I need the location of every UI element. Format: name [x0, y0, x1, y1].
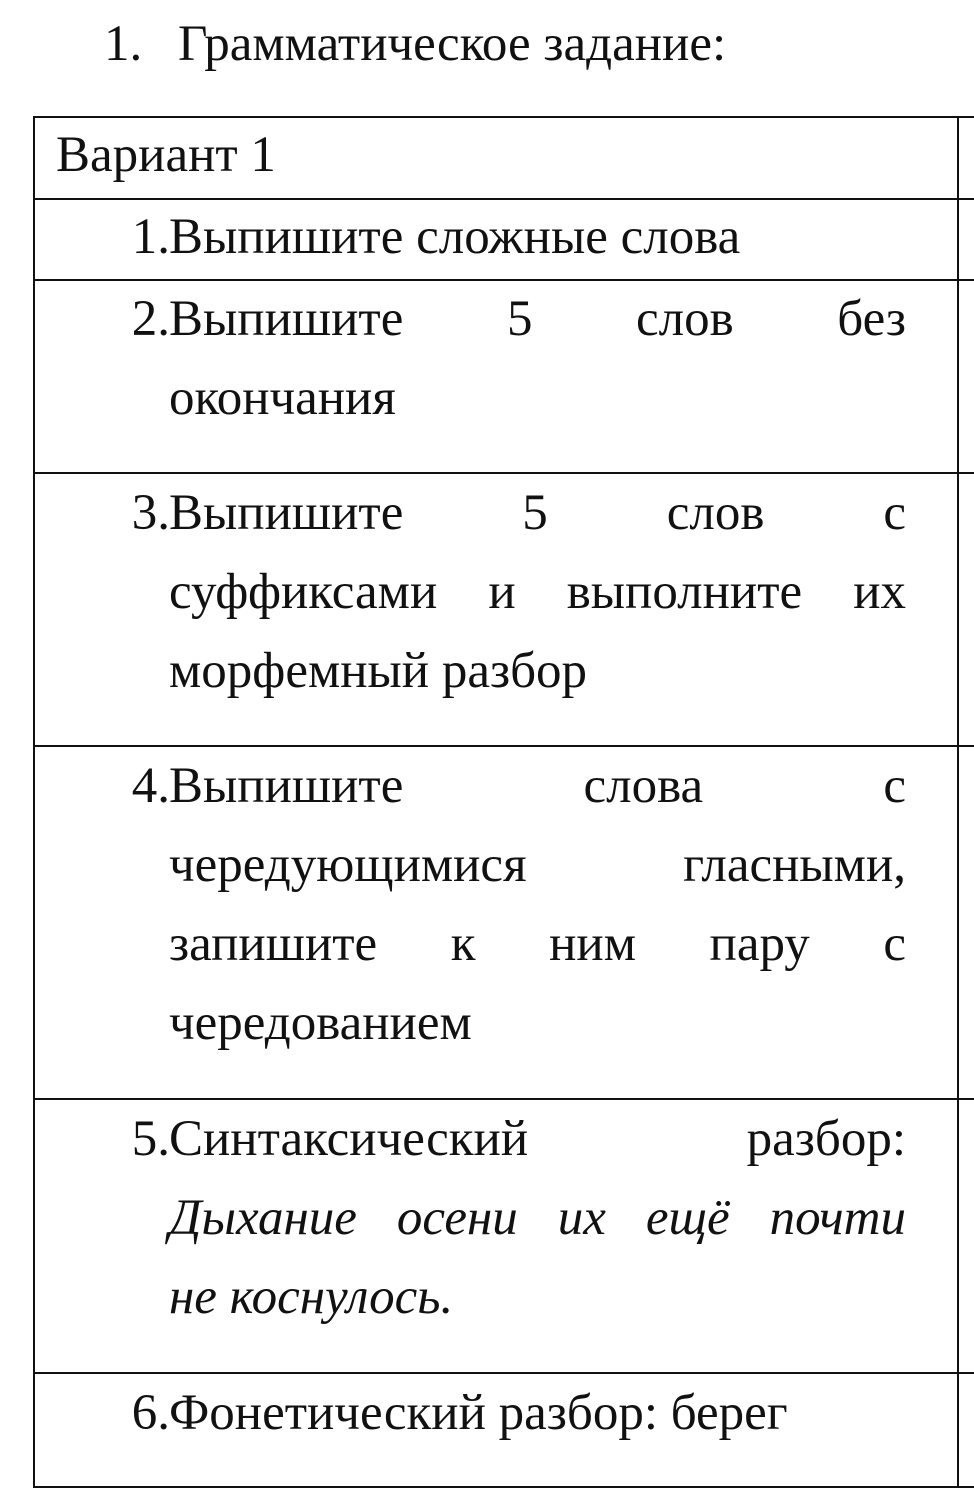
page-heading [104, 14, 726, 74]
task-1-line: Выпишите сложные слова [169, 209, 741, 265]
task-5-line: не коснулось. [169, 1269, 454, 1325]
task-6-number: 6. [131, 1385, 170, 1441]
task-6-text [169, 1374, 906, 1453]
task-4-line: запишите к ним пару с [169, 916, 906, 972]
table-border-left [33, 116, 35, 1488]
task-2-number: 2. [131, 291, 170, 347]
task-6-line: Фонетический разбор: берег [169, 1385, 788, 1441]
task-5-text [169, 1100, 906, 1337]
task-1-text [169, 198, 906, 277]
task-1-number: 1. [131, 209, 170, 265]
task-4-line: Выпишите слова с [169, 758, 906, 814]
task-2-text [169, 280, 906, 438]
task-3-number: 3. [131, 485, 170, 541]
task-2-line: окончания [169, 370, 396, 426]
heading-title: Грамматическое задание: [178, 16, 727, 72]
variant-label: Вариант 1 [56, 127, 276, 183]
task-5-line: Дыхание осени их ещё почти [169, 1190, 906, 1246]
task-4-text [169, 747, 906, 1063]
task-3-line: морфемный разбор [169, 643, 588, 699]
task-4-line: чередующимися гласными, [169, 837, 906, 893]
task-4-line: чередованием [169, 995, 472, 1051]
task-3-text [169, 474, 906, 711]
task-4-number: 4. [131, 758, 170, 814]
task-5-number: 5. [131, 1111, 170, 1167]
table-border-bottom [33, 1486, 974, 1488]
task-3-line: суффиксами и выполните их [169, 564, 906, 620]
table-border-right [957, 116, 959, 1488]
heading-number: 1. [104, 16, 143, 72]
task-5-line: Синтаксический разбор: [169, 1111, 906, 1167]
task-3-line: Выпишите 5 слов с [169, 485, 906, 541]
task-2-line: Выпишите 5 слов без [169, 291, 906, 347]
